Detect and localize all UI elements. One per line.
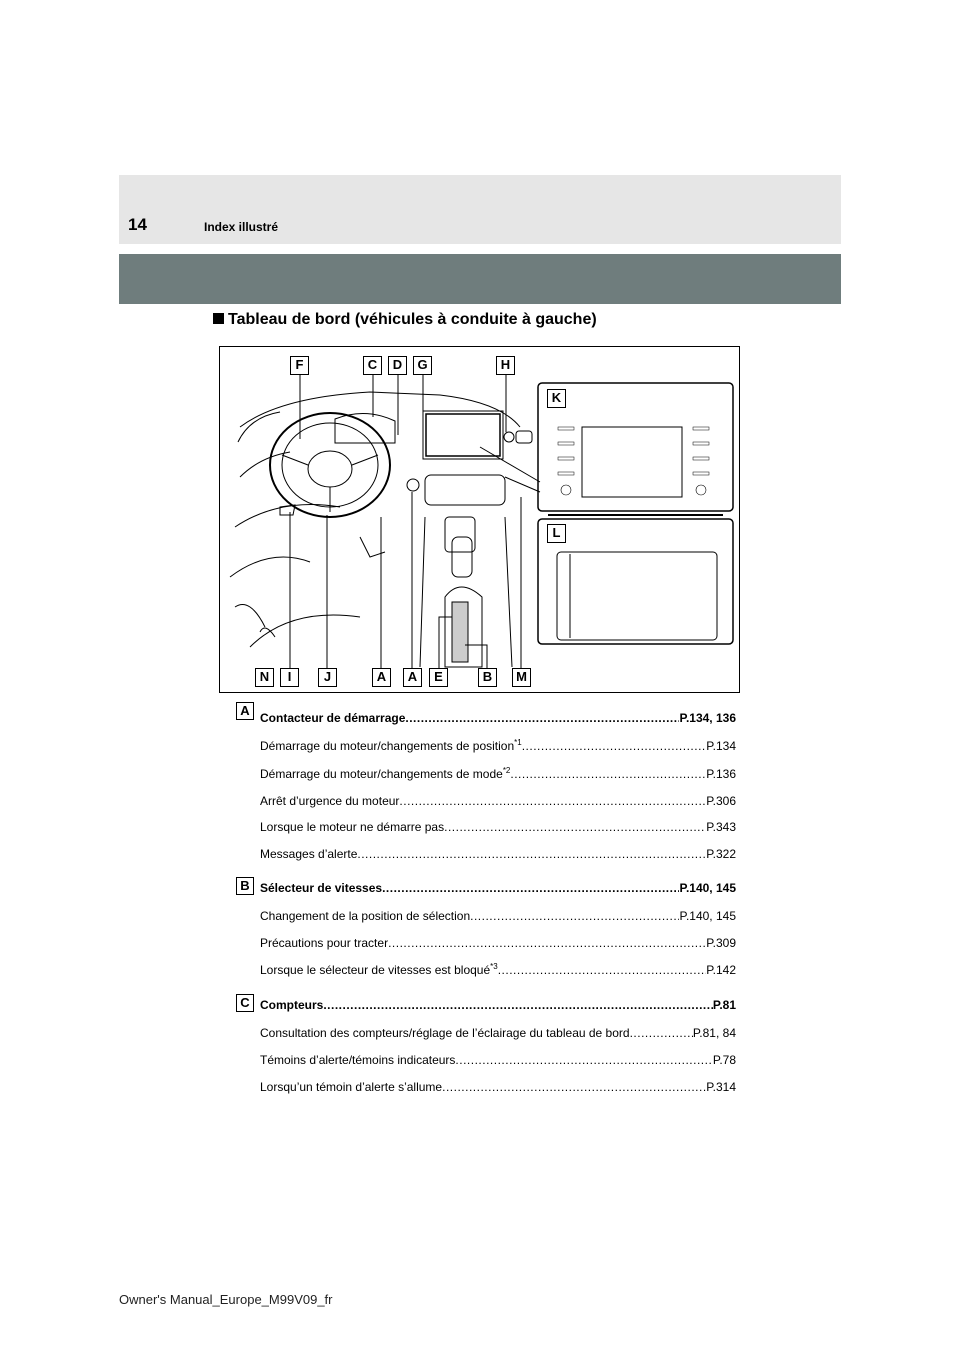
entry-A-title-row[interactable] <box>260 711 736 725</box>
page-ref: P.140, 145 <box>679 909 736 923</box>
entry-title: Compteurs <box>260 998 324 1012</box>
page-ref: P.322 <box>706 847 736 861</box>
entry-C-item-2[interactable]: Témoins d’alerte/témoins indicateurs ..... P.78 <box>260 1053 736 1067</box>
entry-A-item-5[interactable]: Messages d’alerte ..... P.322 <box>260 847 736 861</box>
entry-A-item-1[interactable]: Démarrage du moteur/changements de position$^{*1}$ ..... P.134 <box>260 739 736 753</box>
callout-A-1: A <box>372 668 391 687</box>
callout-K: K <box>547 389 566 408</box>
callout-L: L <box>547 524 566 543</box>
page-ref: P.81, 84 <box>692 1026 736 1040</box>
entry-letter-A: A <box>236 702 254 720</box>
callout-G: G <box>413 356 432 375</box>
entry-C-title-row[interactable] <box>260 998 736 1012</box>
page-ref: P.81 <box>712 998 736 1012</box>
callout-M: M <box>512 668 531 687</box>
page-ref: P.140, 145 <box>679 881 736 895</box>
callout-B: B <box>478 668 497 687</box>
entry-title: Contacteur de démarrage <box>260 711 406 725</box>
page-ref: P.343 <box>706 820 736 834</box>
dashboard-drawing <box>220 347 741 694</box>
entry-B-item-1[interactable]: Changement de la position de sélection ..... P.140, 145 <box>260 909 736 923</box>
entry-C-item-3[interactable]: Lorsqu’un témoin d’alerte s’allume ..... P.314 <box>260 1080 736 1094</box>
callout-A-2: A <box>403 668 422 687</box>
entry-B-title-row[interactable] <box>260 881 736 895</box>
callout-C: C <box>363 356 382 375</box>
entry-letter-C: C <box>236 994 254 1012</box>
callout-H: H <box>496 356 515 375</box>
section-title-text: Tableau de bord (véhicules à conduite à gauche) <box>228 311 597 328</box>
page-ref: P.142 <box>706 963 736 977</box>
page-ref: P.78 <box>712 1053 736 1067</box>
entry-B-item-2[interactable]: Précautions pour tracter ..... P.309 <box>260 936 736 950</box>
page-ref: P.134, 136 <box>679 711 736 725</box>
page-ref: P.314 <box>706 1080 736 1094</box>
entry-A-item-3[interactable]: Arrêt d’urgence du moteur ..... P.306 <box>260 794 736 808</box>
page-number: 14 <box>128 215 147 234</box>
callout-I: I <box>280 668 299 687</box>
callout-N: N <box>255 668 274 687</box>
entry-title: Sélecteur de vitesses <box>260 881 383 895</box>
entry-letter-B: B <box>236 877 254 895</box>
callout-E: E <box>429 668 448 687</box>
section-title <box>213 311 597 329</box>
entry-C-item-1[interactable]: Consultation des compteurs/réglage de l’éclairage du tableau de bord ..... P.81, 84 <box>260 1026 736 1040</box>
page-ref: P.306 <box>706 794 736 808</box>
section-name: Index illustré <box>204 220 279 234</box>
footer-manual-id: Owner's Manual_Europe_M99V09_fr <box>119 1292 333 1307</box>
square-bullet-icon <box>213 313 224 324</box>
page-ref: P.136 <box>706 767 736 781</box>
callout-D: D <box>388 356 407 375</box>
entry-A-item-2[interactable]: Démarrage du moteur/changements de mode$^{*2}$ ..... P.136 <box>260 767 736 781</box>
entry-A-item-4[interactable]: Lorsque le moteur ne démarre pas ..... P.343 <box>260 820 736 834</box>
page-ref: P.134 <box>706 739 736 753</box>
dashboard-illustration <box>219 346 740 693</box>
chapter-band <box>119 254 841 304</box>
page-ref: P.309 <box>706 936 736 950</box>
entry-B-item-3[interactable]: Lorsque le sélecteur de vitesses est bloqué$^{*3}$ ..... P.142 <box>260 963 736 977</box>
callout-J: J <box>318 668 337 687</box>
callout-F: F <box>290 356 309 375</box>
